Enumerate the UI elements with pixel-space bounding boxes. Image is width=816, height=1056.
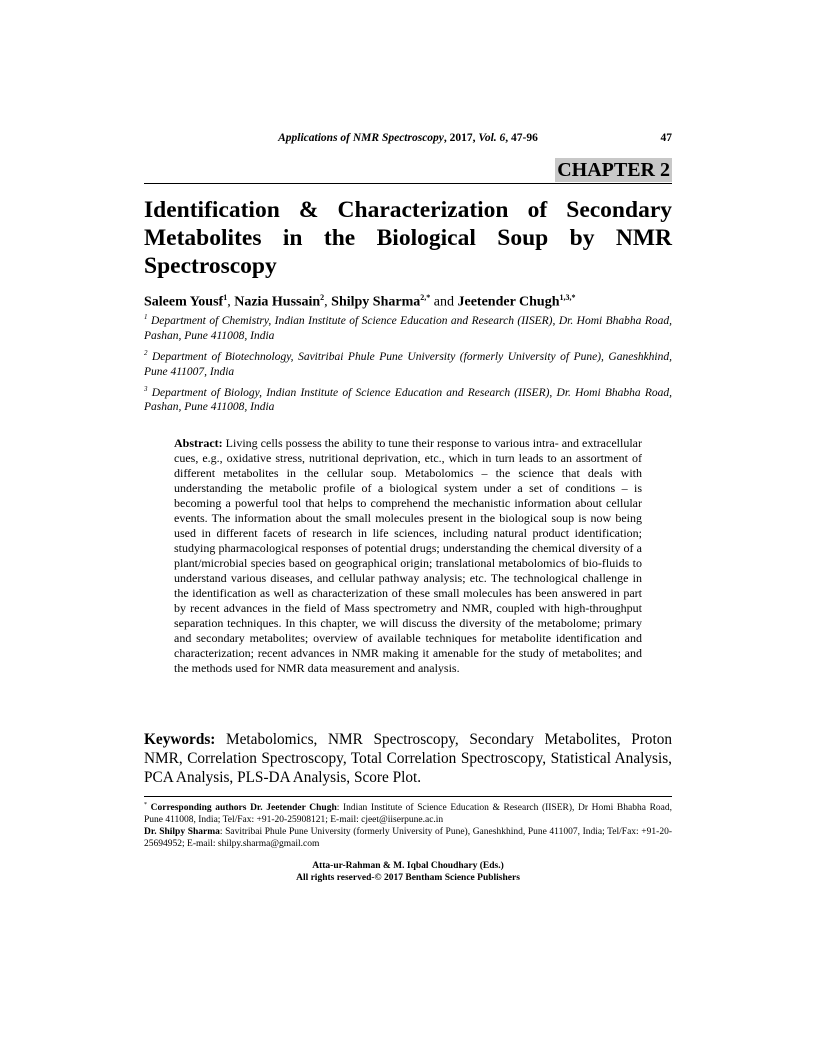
journal-year: , 2017, (443, 132, 479, 144)
author-name: Jeetender Chugh (457, 294, 560, 310)
keywords-text: Metabolomics, NMR Spectroscopy, Secondary Metabolites, Proton NMR, Correlation Spectroscopy, Total Correlation Spectroscopy, Statistical Analysis, PCA Analysis, PLS-DA Analysis, Score Plot. (144, 731, 672, 786)
corresponding-author-details: : Indian Institute of Science Education & Research (IISER), Dr Homi Bhabha Road, Pune 411008, India; Tel/Fax: +91-20-25908121; E-mail: cjeet@iiserpune.ac.in (144, 803, 672, 826)
abstract (174, 436, 642, 676)
affiliation (144, 310, 672, 344)
second-author-details: : Savitribai Phule Pune University (formerly University of Pune), Ganeshkhind, Pune 411007, India; Tel/Fax: +91-20-25694952; E-mail: shilpy.sharma@gmail.com (144, 827, 672, 850)
abstract-text: Living cells possess the ability to tune their response to various intra- and extracellular cues, e.g., oxidative stress, nutritional deprivation, etc., which in turn leads to an assortment of different metabolites in the cellular soup. Metabolomics – the science that deals with understanding the metabolic profile of a biological system under a set of conditions – is becoming a powerful tool that helps to comprehend the mechanistic information about cellular events. The information about the small molecules present in the biological soup is now being used in different facets of research in life sciences, including natural product identification; studying pharmacological responses of potential drugs; understanding the chemical diversity of a plant/microbial species based on geographical origin; translational metabolomics of bio-fluids to understand various diseases, and cellular pathway analysis; etc. The technological challenge in the identification as well as characterization of these small molecules has been answered in part by recent advances in the field of Mass spectrometry and NMR, coupled with high-throughput separation techniques. In this chapter, we will discuss the diversity of the metabolome; primary and secondary metabolites; overview of available techniques for metabolite identification and characterization; recent advances in NMR making it amenable for the study of metabolites; and the methods used for NMR data measurement and analysis. (174, 436, 642, 675)
article-title: Identification & Characterization of Secondary Metabolites in the Biological Soup by NMR Spectroscopy (144, 197, 672, 279)
journal-pages: , 47-96 (505, 132, 538, 144)
second-author-note (144, 826, 672, 850)
author-affiliation-mark: 1,3,* (559, 293, 576, 302)
author-separator: , (227, 294, 235, 310)
page-number: 47 (660, 132, 672, 144)
abstract-label: Abstract: (174, 436, 223, 450)
author-affiliation-mark: 1 (223, 293, 228, 302)
affiliation-list (144, 310, 672, 417)
author-list (144, 289, 672, 312)
editors-block (144, 860, 672, 884)
second-author-label: Dr. Shilpy Sharma (144, 827, 220, 838)
asterisk-mark: * (144, 802, 147, 808)
affiliation-text: Department of Chemistry, Indian Institute of Science Education and Research (IISER), Dr. Homi Bhabha Road, Pashan, Pune 411008, India (144, 314, 672, 342)
author-affiliation-mark: 2 (320, 293, 325, 302)
chapter-label: CHAPTER 2 (557, 159, 670, 181)
editors-line: Atta-ur-Rahman & M. Iqbal Choudhary (Eds.) (312, 861, 504, 871)
affiliation-number: 3 (144, 384, 148, 393)
affiliation (144, 346, 672, 380)
running-head (144, 132, 672, 144)
affiliation (144, 382, 672, 416)
affiliation-text: Department of Biology, Indian Institute of Science Education and Research (IISER), Dr. Homi Bhabha Road, Pashan, Pune 411008, India (144, 386, 672, 414)
footnotes (144, 799, 672, 850)
journal-title: Applications of NMR Spectroscopy (278, 132, 444, 144)
author-affiliation-mark: 2,* (420, 293, 431, 302)
journal-volume: Vol. 6 (478, 132, 506, 144)
author-name: Saleem Yousf (144, 294, 224, 310)
affiliation-number: 1 (144, 313, 148, 321)
affiliation-text: Department of Biotechnology, Savitribai Phule Pune University (formerly University of Pune), Ganeshkhind, Pune 411007, India (144, 350, 672, 378)
keywords (144, 730, 672, 787)
author-name: Shilpy Sharma (331, 294, 421, 310)
chapter-divider (144, 183, 672, 184)
affiliation-number: 2 (144, 348, 148, 357)
corresponding-author-note (144, 799, 672, 826)
footnote-divider (144, 796, 672, 797)
author-separator: and (430, 294, 458, 310)
corresponding-author-label: Corresponding authors Dr. Jeetender Chugh (147, 803, 337, 814)
author-separator: , (324, 294, 332, 310)
author-name: Nazia Hussain (234, 294, 321, 310)
keywords-label: Keywords: (144, 731, 216, 748)
copyright-line: All rights reserved-© 2017 Bentham Science Publishers (296, 873, 520, 883)
